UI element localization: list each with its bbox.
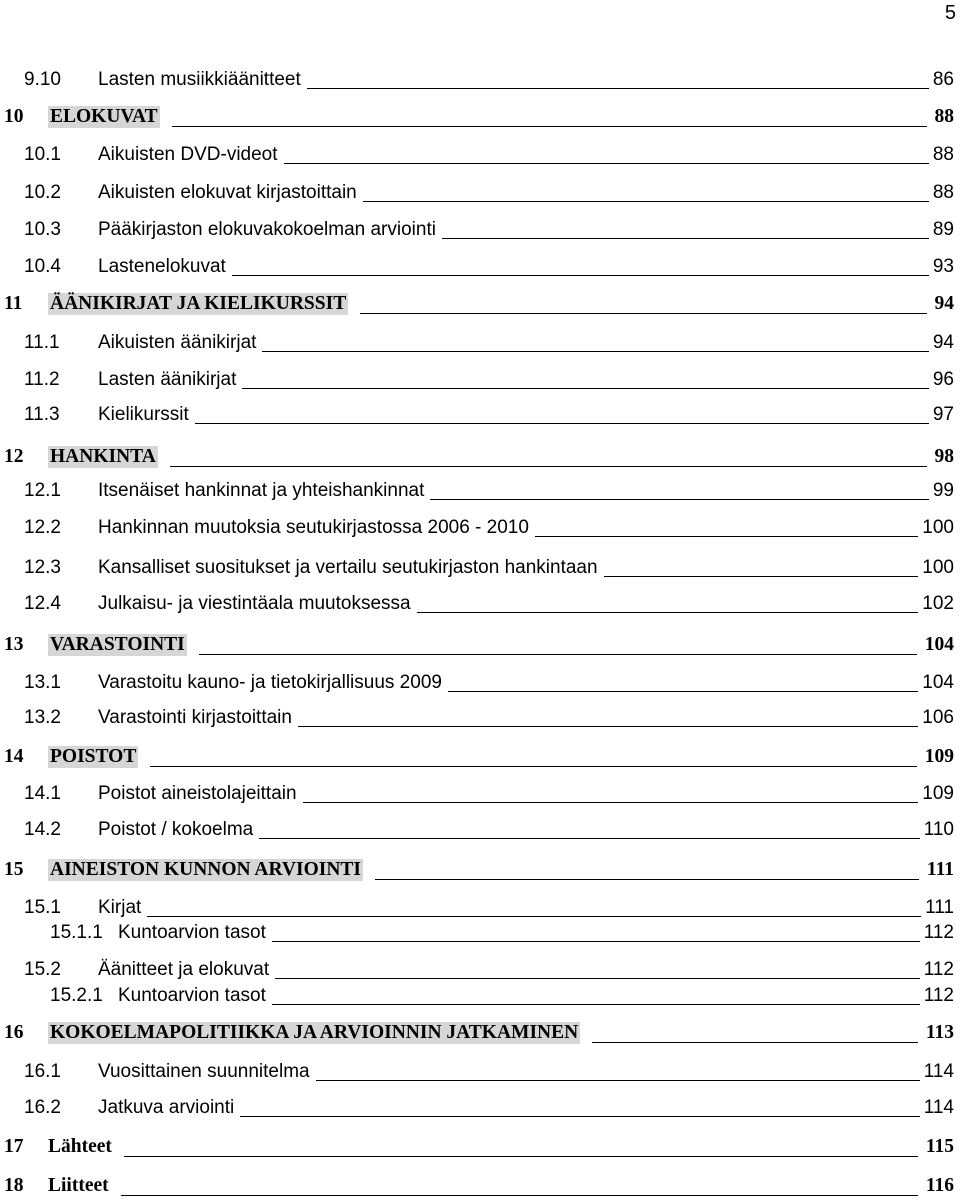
toc-entry-number: 12.3 [24, 557, 61, 578]
toc-leader-line [240, 1116, 920, 1117]
toc-chapter-entry[interactable] [0, 106, 960, 134]
toc-entry-title: Äänitteet ja elokuvat [98, 959, 270, 980]
toc-entry-number: 18 [4, 1175, 24, 1196]
toc-leader-line [121, 1195, 918, 1196]
toc-entry-title: Kirjat [98, 897, 142, 918]
toc-entry-page: 88 [932, 144, 954, 165]
toc-section-entry[interactable] [0, 144, 960, 172]
toc-section-entry[interactable] [0, 959, 960, 987]
toc-entry-number: 15.2.1 [50, 985, 103, 1006]
toc-entry-number: 10 [4, 106, 24, 127]
toc-entry-page: 94 [932, 332, 954, 353]
toc-leader-line [592, 1042, 918, 1043]
toc-leader-line [262, 351, 929, 352]
toc-entry-title: ELOKUVAT [50, 106, 158, 127]
toc-entry-page: 97 [932, 404, 954, 425]
toc-entry-number: 16.2 [24, 1097, 61, 1118]
toc-section-entry[interactable] [0, 897, 960, 925]
toc-section-entry[interactable] [0, 1061, 960, 1089]
toc-entry-number: 15.1.1 [50, 922, 103, 943]
toc-entry-title: Julkaisu- ja viestintäala muutoksessa [98, 593, 411, 614]
toc-leader-line [150, 766, 917, 767]
toc-entry-page: 104 [922, 672, 954, 693]
toc-leader-line [375, 879, 919, 880]
toc-entry-number: 10.1 [24, 144, 61, 165]
toc-entry-title: Poistot aineistolajeittain [98, 783, 297, 804]
toc-section-entry[interactable] [0, 819, 960, 847]
toc-leader-line [124, 1156, 918, 1157]
toc-entry-page: 99 [932, 480, 954, 501]
toc-entry-page: 112 [923, 922, 954, 943]
toc-entry-number: 13 [4, 634, 24, 655]
toc-chapter-entry[interactable] [0, 634, 960, 662]
page-number: 5 [944, 2, 956, 24]
toc-entry-title: Kuntoarvion tasot [118, 985, 266, 1006]
toc-entry-number: 12.4 [24, 593, 61, 614]
toc-entry-page: 110 [923, 819, 954, 840]
toc-entry-title: Kielikurssit [98, 404, 189, 425]
toc-entry-number: 15.2 [24, 959, 61, 980]
toc-leader-line [448, 691, 918, 692]
toc-section-entry[interactable] [0, 256, 960, 284]
toc-entry-page: 116 [925, 1175, 954, 1196]
toc-entry-title: Kansalliset suositukset ja vertailu seutukirjaston hankintaan [98, 557, 598, 578]
toc-entry-title: AINEISTON KUNNON ARVIOINTI [50, 859, 362, 880]
toc-leader-line [199, 654, 917, 655]
toc-entry-number: 11.1 [24, 332, 60, 353]
toc-section-entry[interactable] [0, 69, 960, 97]
toc-entry-title: Aikuisten äänikirjat [98, 332, 257, 353]
toc-entry-page: 112 [923, 959, 954, 980]
toc-entry-number: 10.4 [24, 256, 61, 277]
toc-entry-page: 104 [924, 634, 954, 655]
toc-leader-line [147, 916, 921, 917]
toc-section-entry[interactable] [0, 404, 960, 432]
toc-leader-line [535, 536, 918, 537]
toc-leader-line [604, 576, 918, 577]
toc-entry-page: 109 [924, 746, 954, 767]
toc-entry-title: Liitteet [48, 1175, 109, 1196]
toc-entry-title: Pääkirjaston elokuvakokoelman arviointi [98, 219, 436, 240]
toc-entry-page: 114 [923, 1097, 954, 1118]
toc-entry-title: Lasten musiikkiäänitteet [98, 69, 301, 90]
toc-section-entry[interactable] [0, 1097, 960, 1125]
toc-leader-line [172, 126, 927, 127]
toc-entry-number: 9.10 [24, 69, 61, 90]
toc-section-entry[interactable] [0, 332, 960, 360]
toc-entry-page: 93 [932, 256, 954, 277]
toc-entry-title: Hankinnan muutoksia seutukirjastossa 2006 - 2010 [98, 517, 529, 538]
toc-entry-number: 10.3 [24, 219, 61, 240]
toc-leader-line [275, 978, 920, 979]
toc-entry-page: 88 [934, 106, 954, 127]
toc-leader-line [363, 201, 929, 202]
toc-entry-title: Lähteet [48, 1136, 112, 1157]
toc-entry-page: 96 [932, 369, 954, 390]
toc-entry-number: 15 [4, 859, 24, 880]
toc-entry-title: Lastenelokuvat [98, 256, 226, 277]
toc-chapter-entry[interactable] [0, 446, 960, 474]
toc-section-entry[interactable] [0, 480, 960, 508]
toc-leader-line [195, 423, 929, 424]
toc-entry-number: 15.1 [24, 897, 61, 918]
toc-entry-title: Lasten äänikirjat [98, 369, 237, 390]
toc-entry-number: 14.2 [24, 819, 61, 840]
toc-entry-number: 14.1 [24, 783, 61, 804]
toc-entry-number: 12.1 [24, 480, 61, 501]
toc-chapter-entry[interactable] [0, 293, 960, 321]
toc-entry-page: 94 [934, 293, 954, 314]
toc-entry-number: 17 [4, 1136, 24, 1157]
toc-entry-number: 13.2 [24, 707, 61, 728]
toc-entry-title: Vuosittainen suunnitelma [98, 1061, 310, 1082]
toc-entry-number: 10.2 [24, 182, 61, 203]
toc-entry-page: 106 [922, 707, 954, 728]
toc-leader-line [430, 499, 929, 500]
toc-entry-page: 102 [922, 593, 954, 614]
toc-section-entry[interactable] [0, 517, 960, 545]
toc-entry-page: 98 [934, 446, 954, 467]
toc-entry-number: 11 [4, 293, 23, 314]
toc-entry-page: 115 [925, 1136, 954, 1157]
toc-entry-number: 13.1 [24, 672, 61, 693]
toc-entry-title: POISTOT [50, 746, 137, 767]
toc-section-entry[interactable] [0, 922, 960, 950]
toc-chapter-entry[interactable] [0, 1175, 960, 1203]
toc-leader-line [360, 313, 927, 314]
toc-leader-line [417, 612, 918, 613]
toc-entry-title: Aikuisten elokuvat kirjastoittain [98, 182, 357, 203]
toc-leader-line [259, 838, 920, 839]
toc-leader-line [170, 466, 927, 467]
toc-entry-page: 109 [922, 783, 954, 804]
toc-leader-line [232, 275, 929, 276]
toc-entry-page: 114 [923, 1061, 954, 1082]
toc-entry-number: 16.1 [24, 1061, 61, 1082]
toc-entry-title: VARASTOINTI [50, 634, 185, 655]
toc-entry-title: KOKOELMAPOLITIIKKA JA ARVIOINNIN JATKAMINEN [50, 1022, 579, 1043]
toc-chapter-entry[interactable] [0, 746, 960, 774]
toc-entry-page: 111 [926, 859, 954, 880]
toc-entry-number: 16 [4, 1022, 24, 1043]
toc-section-entry[interactable] [0, 182, 960, 210]
toc-entry-title: Poistot / kokoelma [98, 819, 254, 840]
toc-leader-line [242, 388, 929, 389]
toc-entry-title: Kuntoarvion tasot [118, 922, 266, 943]
toc-entry-page: 88 [932, 182, 954, 203]
toc-entry-title: ÄÄNIKIRJAT JA KIELIKURSSIT [50, 293, 347, 314]
toc-section-entry[interactable] [0, 783, 960, 811]
toc-entry-number: 14 [4, 746, 24, 767]
toc-leader-line [307, 88, 929, 89]
toc-entry-page: 100 [922, 517, 954, 538]
toc-section-entry[interactable] [0, 593, 960, 621]
toc-section-entry[interactable] [0, 557, 960, 585]
toc-entry-page: 100 [922, 557, 954, 578]
toc-chapter-entry[interactable] [0, 859, 960, 887]
toc-entry-number: 11.3 [24, 404, 60, 425]
toc-leader-line [316, 1080, 920, 1081]
toc-entry-title: Jatkuva arviointi [98, 1097, 235, 1118]
toc-entry-page: 89 [932, 219, 954, 240]
toc-entry-number: 12.2 [24, 517, 61, 538]
toc-section-entry[interactable] [0, 985, 960, 1013]
toc-entry-number: 12 [4, 446, 24, 467]
toc-entry-title: HANKINTA [50, 446, 156, 467]
toc-leader-line [272, 1004, 920, 1005]
toc-leader-line [284, 163, 929, 164]
toc-entry-number: 11.2 [24, 369, 60, 390]
toc-section-entry[interactable] [0, 369, 960, 397]
toc-entry-title: Varastointi kirjastoittain [98, 707, 292, 728]
toc-entry-page: 112 [923, 985, 954, 1006]
toc-leader-line [442, 238, 929, 239]
toc-entry-page: 86 [932, 69, 954, 90]
toc-chapter-entry[interactable] [0, 1136, 960, 1164]
toc-entry-page: 111 [925, 897, 954, 918]
toc-entry-title: Itsenäiset hankinnat ja yhteishankinnat [98, 480, 425, 501]
toc-leader-line [303, 802, 918, 803]
toc-leader-line [272, 941, 920, 942]
toc-leader-line [298, 726, 918, 727]
toc-entry-title: Aikuisten DVD-videot [98, 144, 278, 165]
toc-section-entry[interactable] [0, 672, 960, 700]
toc-section-entry[interactable] [0, 707, 960, 735]
toc-entry-title: Varastoitu kauno- ja tietokirjallisuus 2009 [98, 672, 442, 693]
toc-chapter-entry[interactable] [0, 1022, 960, 1050]
toc-entry-page: 113 [925, 1022, 954, 1043]
toc-section-entry[interactable] [0, 219, 960, 247]
